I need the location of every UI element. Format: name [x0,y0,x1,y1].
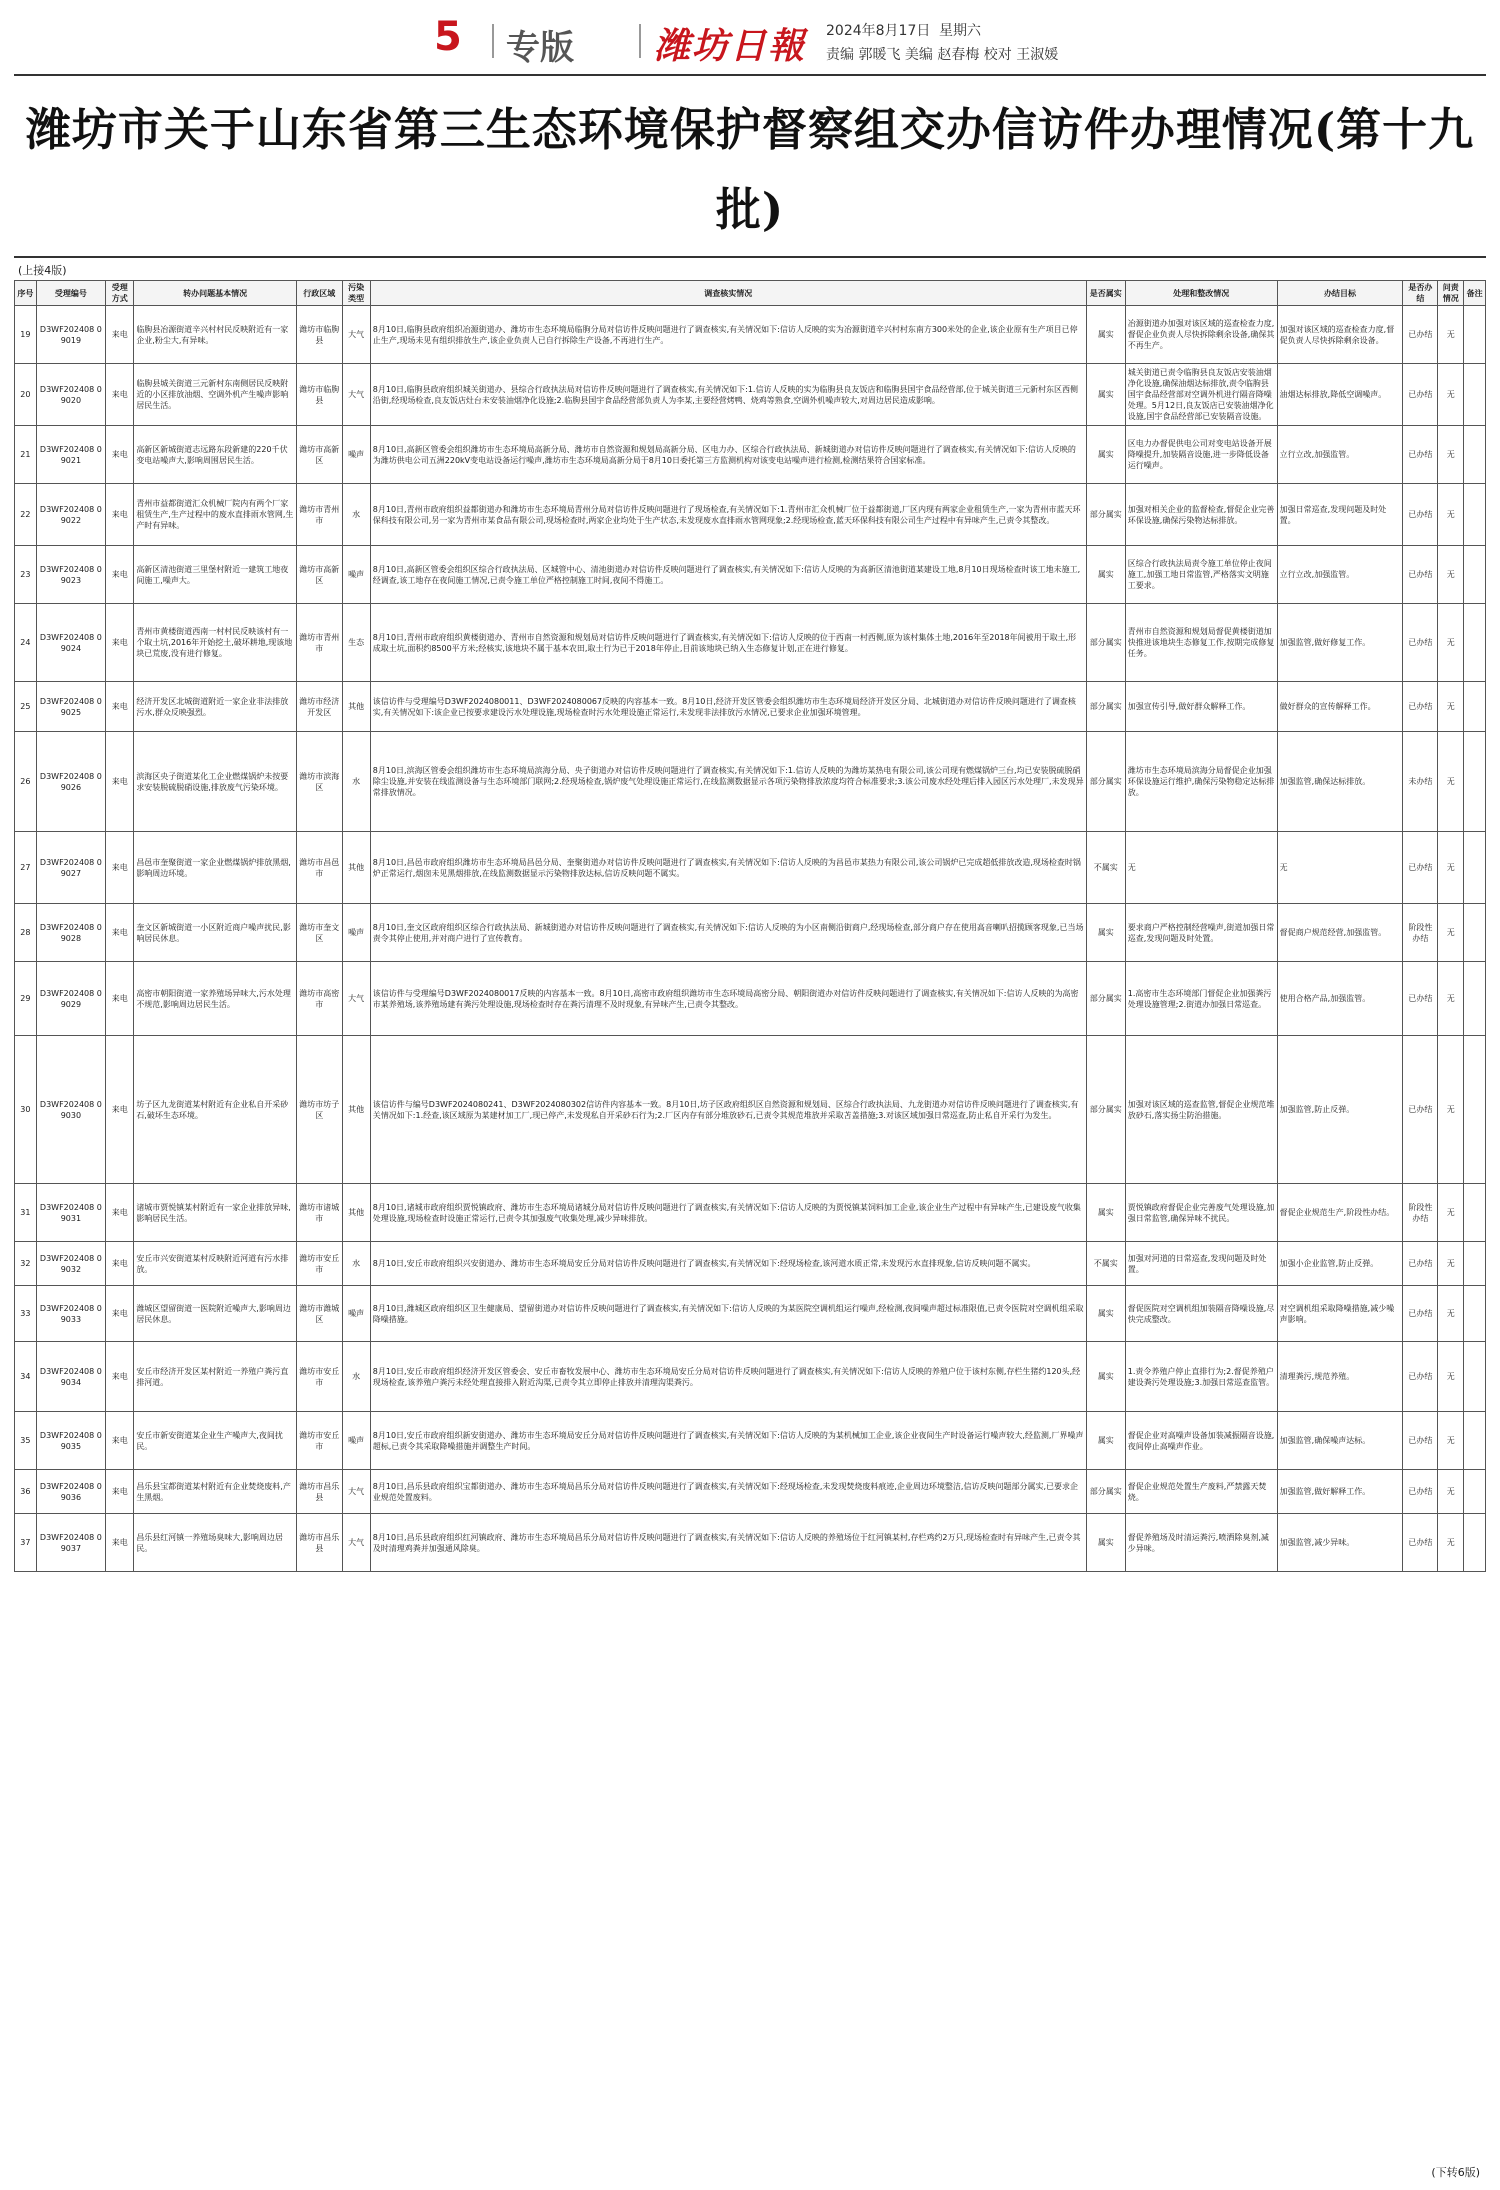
accountability: 无 [1438,1412,1464,1470]
completion-goal: 加强监管,做好修复工作。 [1277,604,1403,682]
receipt-method: 来电 [106,1342,134,1412]
verified-status: 部分属实 [1086,732,1125,832]
completion-goal: 加强日常巡查,发现问题及时处置。 [1277,484,1403,546]
accountability: 无 [1438,1286,1464,1342]
issue-description: 昌乐县宝都街道某村附近有企业焚烧废料,产生黑烟。 [134,1470,297,1514]
verified-status: 部分属实 [1086,682,1125,732]
completion-goal: 使用合格产品,加强监管。 [1277,962,1403,1036]
row-number: 27 [15,832,37,904]
verified-status: 部分属实 [1086,1036,1125,1184]
masthead-divider [492,24,494,58]
masthead [14,12,1486,76]
receipt-method: 来电 [106,546,134,604]
receipt-code: D3WF202408 09033 [36,1286,105,1342]
completion-status: 已办结 [1403,1514,1438,1572]
receipt-method: 来电 [106,904,134,962]
region-cell: 潍坊市昌邑市 [297,832,343,904]
receipt-method: 来电 [106,1036,134,1184]
issue-description: 青州市黄楼街道西南一村村民反映该村有一个取土坑,2016年开始挖土,破坏耕地,现该地块已荒废,没有进行修复。 [134,604,297,682]
column-header: 序号 [15,281,37,306]
completion-goal: 立行立改,加强监管。 [1277,546,1403,604]
issue-description: 高新区新城街道志远路东段新建的220千伏变电站噪声大,影响周围居民生活。 [134,426,297,484]
issue-description: 高密市朝阳街道一家养殖场异味大,污水处理不规范,影响周边居民生活。 [134,962,297,1036]
table-row [15,832,1486,904]
pollution-type: 大气 [342,962,370,1036]
accountability: 无 [1438,1036,1464,1184]
completion-status: 已办结 [1403,364,1438,426]
table-row [15,364,1486,426]
completion-goal: 加强小企业监管,防止反弹。 [1277,1242,1403,1286]
investigation-details: 8月10日,安丘市政府组织经济开发区管委会、安丘市畜牧发展中心、潍坊市生态环境局安丘分局对信访件反映问题进行了调查核实,有关情况如下:信访人反映的养殖户位于该村东侧,存栏生猪约120头,经现场检查,该养殖户粪污未经处理直接排入附近沟渠,已责令其立即停止排放并清理沟渠粪污。 [370,1342,1086,1412]
issue-description: 昌邑市奎聚街道一家企业燃煤锅炉排放黑烟,影响周边环境。 [134,832,297,904]
pollution-type: 水 [342,1342,370,1412]
newspaper-page [14,12,1486,2180]
table-row [15,1470,1486,1514]
accountability: 无 [1438,306,1464,364]
verified-status: 部分属实 [1086,604,1125,682]
row-number: 19 [15,306,37,364]
verified-status: 部分属实 [1086,962,1125,1036]
rectification-measures: 1.责令养殖户停止直排行为;2.督促养殖户建设粪污处理设施;3.加强日常巡查监管。 [1125,1342,1277,1412]
receipt-method: 来电 [106,832,134,904]
table-row [15,306,1486,364]
investigation-details: 8月10日,滨海区管委会组织潍坊市生态环境局滨海分局、央子街道办对信访件反映问题进行了调查核实,有关情况如下:1.信访人反映的为潍坊某热电有限公司,该公司现有燃煤锅炉三台,均已安装脱硫脱硝除尘设施,并安装在线监测设备与生态环境部门联网;2.经现场检查,锅炉废气处理设施正常运行,在线监测数据显示各项污染物排放浓度均符合标准要求;3.该公司废水经处理后排入园区污水处理厂,未发现异常排放情况。 [370,732,1086,832]
rectification-measures: 加强对河道的日常巡查,发现问题及时处置。 [1125,1242,1277,1286]
section-label: 专版 [506,28,574,68]
issue-description: 安丘市兴安街道某村反映附近河道有污水排放。 [134,1242,297,1286]
receipt-method: 来电 [106,1470,134,1514]
table-row [15,604,1486,682]
page-number: 5 [434,14,462,60]
rectification-measures: 督促医院对空调机组加装隔音降噪设施,尽快完成整改。 [1125,1286,1277,1342]
table-row [15,1242,1486,1286]
investigation-details: 该信访件与受理编号D3WF2024080017反映的内容基本一致。8月10日,高密市政府组织潍坊市生态环境局高密分局、朝阳街道办对信访件反映问题进行了调查核实,有关情况如下:信访人反映的为高密市某养殖场,该养殖场建有粪污处理设施,现场检查时存在粪污清理不及时现象,有异味产生,已责令其整改。 [370,962,1086,1036]
column-header: 备注 [1464,281,1486,306]
investigation-details: 8月10日,昌乐县政府组织红河镇政府、潍坊市生态环境局昌乐分局对信访件反映问题进行了调查核实,有关情况如下:信访人反映的养殖场位于红河镇某村,存栏鸡约2万只,现场检查时有异味产生,已责令其及时清理鸡粪并加强通风除臭。 [370,1514,1086,1572]
receipt-code: D3WF202408 09034 [36,1342,105,1412]
row-number: 25 [15,682,37,732]
issue-description: 安丘市新安街道某企业生产噪声大,夜间扰民。 [134,1412,297,1470]
accountability: 无 [1438,682,1464,732]
publication-date: 2024年8月17日 [826,23,931,39]
accountability: 无 [1438,1514,1464,1572]
receipt-code: D3WF202408 09028 [36,904,105,962]
investigation-details: 该信访件与编号D3WF2024080241、D3WF2024080302信访件内容基本一致。8月10日,坊子区政府组织区自然资源和规划局、区综合行政执法局、九龙街道办对信访件反映问题进行了调查核实,有关情况如下:1.经查,该区域原为某建材加工厂,现已停产,未发现私自开采砂石行为;2.厂区内存有部分堆放砂石,已责令其规范堆放并采取苫盖措施;3.对该区域加强日常巡查,防止私自开采行为发生。 [370,1036,1086,1184]
investigation-details: 该信访件与受理编号D3WF2024080011、D3WF2024080067反映的内容基本一致。8月10日,经济开发区管委会组织潍坊市生态环境局经济开发区分局、北城街道办对信访件反映问题进行了调查核实,有关情况如下:该企业已按要求建设污水处理设施,现场检查时污水处理设施正常运行,未发现非法排放污水情况,已要求企业加强环境管理。 [370,682,1086,732]
newspaper-logo: 潍坊日報 [654,25,807,67]
investigation-details: 8月10日,诸城市政府组织贾悦镇政府、潍坊市生态环境局诸城分局对信访件反映问题进行了调查核实,有关情况如下:信访人反映的为贾悦镇某饲料加工企业,该企业生产过程中有异味产生,已建设废气收集处理设施,现场检查时设施正常运行,已责令其加强废气收集处理,减少异味排放。 [370,1184,1086,1242]
remark-cell [1464,546,1486,604]
completion-goal: 加强监管,减少异味。 [1277,1514,1403,1572]
region-cell: 潍坊市诸城市 [297,1184,343,1242]
completion-status: 已办结 [1403,682,1438,732]
receipt-method: 来电 [106,364,134,426]
accountability: 无 [1438,364,1464,426]
receipt-method: 来电 [106,1286,134,1342]
region-cell: 潍坊市潍城区 [297,1286,343,1342]
issue-description: 奎文区新城街道一小区附近商户噪声扰民,影响居民休息。 [134,904,297,962]
column-header: 受理方式 [106,281,134,306]
region-cell: 潍坊市高新区 [297,546,343,604]
rectification-measures: 1.高密市生态环境部门督促企业加强粪污处理设施管理;2.街道办加强日常巡查。 [1125,962,1277,1036]
pollution-type: 大气 [342,1514,370,1572]
pollution-type: 噪声 [342,1286,370,1342]
investigation-details: 8月10日,青州市政府组织益都街道办和潍坊市生态环境局青州分局对信访件反映问题进行了现场检查,有关情况如下:1.青州市汇众机械厂位于益都街道,厂区内现有两家企业租赁生产,一家为青州市蓝天环保科技有限公司,另一家为青州市某食品有限公司,现场检查时,两家企业均处于生产状态,未发现废水直排雨水管网现象;2.经现场检查,蓝天环保科技有限公司生产过程中有异味产生,已责令其整改。 [370,484,1086,546]
table-row [15,732,1486,832]
investigation-details: 8月10日,临朐县政府组织冶源街道办、潍坊市生态环境局临朐分局对信访件反映问题进行了调查核实,有关情况如下:信访人反映的实为冶源街道辛兴村村东南方300米处的企业,该企业原有生产项目已停止生产,现场未见有组织排放生产,该企业负责人已自行拆除生产设备,不再进行生产。 [370,306,1086,364]
investigation-details: 8月10日,安丘市政府组织新安街道办、潍坊市生态环境局安丘分局对信访件反映问题进行了调查核实,有关情况如下:信访人反映的为某机械加工企业,该企业夜间生产时设备运行噪声较大,经监测,厂界噪声超标,已责令其采取降噪措施并调整生产时间。 [370,1412,1086,1470]
table-row [15,904,1486,962]
row-number: 30 [15,1036,37,1184]
completion-goal: 加强对该区域的巡查检查力度,督促负责人尽快拆除剩余设备。 [1277,306,1403,364]
receipt-code: D3WF202408 09032 [36,1242,105,1286]
investigation-details: 8月10日,奎文区政府组织区综合行政执法局、新城街道办对信访件反映问题进行了调查核实,有关情况如下:信访人反映的为小区南侧沿街商户,经现场检查,部分商户存在使用高音喇叭招揽顾客现象,已当场责令其停止使用,并对商户进行了宣传教育。 [370,904,1086,962]
remark-cell [1464,1184,1486,1242]
rectification-measures: 冶源街道办加强对该区域的巡查检查力度,督促企业负责人尽快拆除剩余设备,确保其不再生产。 [1125,306,1277,364]
row-number: 29 [15,962,37,1036]
table-header-row [15,281,1486,306]
receipt-method: 来电 [106,306,134,364]
investigation-details: 8月10日,昌邑市政府组织潍坊市生态环境局昌邑分局、奎聚街道办对信访件反映问题进行了调查核实,有关情况如下:信访人反映的为昌邑市某热力有限公司,该公司锅炉已完成超低排放改造,现场检查时锅炉正常运行,烟囱未见黑烟排放,在线监测数据显示污染物排放达标,信访反映问题不属实。 [370,832,1086,904]
completion-goal: 加强监管,确保噪声达标。 [1277,1412,1403,1470]
table-row [15,682,1486,732]
region-cell: 潍坊市青州市 [297,484,343,546]
investigation-details: 8月10日,高新区管委会组织潍坊市生态环境局高新分局、潍坊市自然资源和规划局高新分局、区电力办、区综合行政执法局、新城街道办对信访件反映问题进行了调查核实,有关情况如下:信访人反映的为潍坊供电公司五洲220kV变电站设备运行噪声,潍坊市生态环境局高新分局于8月10日委托第三方监测机构对该变电站噪声进行检测,检测结果符合国家标准。 [370,426,1086,484]
region-cell: 潍坊市临朐县 [297,364,343,426]
table-row [15,962,1486,1036]
publication-weekday: 星期六 [939,23,981,39]
issue-description: 高新区清池街道三里堡村附近一建筑工地夜间施工,噪声大。 [134,546,297,604]
completion-status: 已办结 [1403,962,1438,1036]
region-cell: 潍坊市安丘市 [297,1412,343,1470]
pollution-type: 噪声 [342,546,370,604]
accountability: 无 [1438,904,1464,962]
row-number: 32 [15,1242,37,1286]
verified-status: 属实 [1086,426,1125,484]
issue-description: 青州市益都街道汇众机械厂院内有两个厂家租赁生产,生产过程中的废水直排雨水管网,生产时有异味。 [134,484,297,546]
region-cell: 潍坊市昌乐县 [297,1514,343,1572]
receipt-method: 来电 [106,1412,134,1470]
region-cell: 潍坊市青州市 [297,604,343,682]
accountability: 无 [1438,732,1464,832]
verified-status: 属实 [1086,546,1125,604]
row-number: 26 [15,732,37,832]
pollution-type: 水 [342,1242,370,1286]
remark-cell [1464,682,1486,732]
receipt-method: 来电 [106,604,134,682]
receipt-method: 来电 [106,732,134,832]
issue-description: 潍城区望留街道一医院附近噪声大,影响周边居民休息。 [134,1286,297,1342]
table-row [15,1514,1486,1572]
receipt-method: 来电 [106,962,134,1036]
row-number: 31 [15,1184,37,1242]
remark-cell [1464,1412,1486,1470]
receipt-code: D3WF202408 09025 [36,682,105,732]
verified-status: 属实 [1086,1184,1125,1242]
remark-cell [1464,1514,1486,1572]
receipt-code: D3WF202408 09027 [36,832,105,904]
pollution-type: 其他 [342,682,370,732]
verified-status: 属实 [1086,1412,1125,1470]
pollution-type: 水 [342,484,370,546]
receipt-code: D3WF202408 09026 [36,732,105,832]
completion-goal: 对空调机组采取降噪措施,减少噪声影响。 [1277,1286,1403,1342]
remark-cell [1464,1342,1486,1412]
completion-goal: 清理粪污,规范养殖。 [1277,1342,1403,1412]
issue-description: 昌乐县红河镇一养殖场臭味大,影响周边居民。 [134,1514,297,1572]
pollution-type: 大气 [342,364,370,426]
issue-description: 诸城市贾悦镇某村附近有一家企业排放异味,影响居民生活。 [134,1184,297,1242]
investigation-details: 8月10日,临朐县政府组织城关街道办、县综合行政执法局对信访件反映问题进行了调查核实,有关情况如下:1.信访人反映的实为临朐县良友饭店和临朐县国宇食品经营部,位于城关街道三元新村东区西侧沿街,经现场检查,良友饭店灶台未安装油烟净化设施;2.临朐县国宇食品经营部负责人为李某,主要经营烤鸭、烧鸡等熟食,空调外机噪声较大,对周边居民造成影响。 [370,364,1086,426]
pollution-type: 其他 [342,1036,370,1184]
column-header: 处理和整改情况 [1125,281,1277,306]
verified-status: 属实 [1086,364,1125,426]
region-cell: 潍坊市临朐县 [297,306,343,364]
table-row [15,484,1486,546]
region-cell: 潍坊市坊子区 [297,1036,343,1184]
petition-table [14,280,1486,1572]
column-header: 行政区域 [297,281,343,306]
remark-cell [1464,1036,1486,1184]
completion-status: 已办结 [1403,1286,1438,1342]
rectification-measures: 督促企业对高噪声设备加装减振隔音设施,夜间停止高噪声作业。 [1125,1412,1277,1470]
accountability: 无 [1438,1470,1464,1514]
receipt-code: D3WF202408 09029 [36,962,105,1036]
column-header: 受理编号 [36,281,105,306]
row-number: 21 [15,426,37,484]
table-row [15,1412,1486,1470]
region-cell: 潍坊市经济开发区 [297,682,343,732]
row-number: 24 [15,604,37,682]
editor-credits: 责编 郭暖飞 美编 赵春梅 校对 王淑媛 [826,47,1059,63]
column-header: 问责情况 [1438,281,1464,306]
remark-cell [1464,364,1486,426]
accountability: 无 [1438,1184,1464,1242]
remark-cell [1464,1470,1486,1514]
completion-goal: 油烟达标排放,降低空调噪声。 [1277,364,1403,426]
receipt-code: D3WF202408 09037 [36,1514,105,1572]
rectification-measures: 督促企业规范处置生产废料,严禁露天焚烧。 [1125,1470,1277,1514]
rectification-measures: 要求商户严格控制经营噪声,街道加强日常巡查,发现问题及时处置。 [1125,904,1277,962]
verified-status: 不属实 [1086,1242,1125,1286]
region-cell: 潍坊市滨海区 [297,732,343,832]
pollution-type: 水 [342,732,370,832]
rectification-measures: 加强对相关企业的监督检查,督促企业完善环保设施,确保污染物达标排放。 [1125,484,1277,546]
completion-goal: 加强监管,做好解释工作。 [1277,1470,1403,1514]
accountability: 无 [1438,1342,1464,1412]
row-number: 34 [15,1342,37,1412]
completion-status: 已办结 [1403,832,1438,904]
row-number: 37 [15,1514,37,1572]
completion-goal: 做好群众的宣传解释工作。 [1277,682,1403,732]
verified-status: 属实 [1086,904,1125,962]
investigation-details: 8月10日,青州市政府组织黄楼街道办、青州市自然资源和规划局对信访件反映问题进行了调查核实,有关情况如下:信访人反映的位于西南一村西侧,原为该村集体土地,2016年至2018年间被用于取土,形成取土坑,面积约8500平方米;经核实,该地块不属于基本农田,取土行为已于2018年停止,目前该地块已纳入生态修复计划,正在进行修复。 [370,604,1086,682]
column-header: 调查核实情况 [370,281,1086,306]
verified-status: 属实 [1086,306,1125,364]
completion-status: 已办结 [1403,1470,1438,1514]
completion-status: 已办结 [1403,1036,1438,1184]
rectification-measures: 潍坊市生态环境局滨海分局督促企业加强环保设施运行维护,确保污染物稳定达标排放。 [1125,732,1277,832]
page-title: 潍坊市关于山东省第三生态环境保护督察组交办信访件办理情况(第十九批) [25,103,1475,236]
row-number: 20 [15,364,37,426]
remark-cell [1464,962,1486,1036]
row-number: 28 [15,904,37,962]
accountability: 无 [1438,604,1464,682]
investigation-details: 8月10日,安丘市政府组织兴安街道办、潍坊市生态环境局安丘分局对信访件反映问题进行了调查核实,有关情况如下:经现场检查,该河道水质正常,未发现污水直排现象,信访反映问题不属实。 [370,1242,1086,1286]
continued-to-note: (下转6版) [1431,2166,1480,2179]
table-row [15,1286,1486,1342]
completion-status: 已办结 [1403,1242,1438,1286]
verified-status: 属实 [1086,1514,1125,1572]
investigation-details: 8月10日,高新区管委会组织区综合行政执法局、区城管中心、清池街道办对信访件反映问题进行了调查核实,有关情况如下:信访人反映的为高新区清池街道某建设工地,8月10日现场检查时该工地未施工,经调查,该工地存在夜间施工情况,已责令施工单位严格控制施工时间,夜间不得施工。 [370,546,1086,604]
table-row [15,426,1486,484]
masthead-divider [639,24,641,58]
issue-description: 滨海区央子街道某化工企业燃煤锅炉未按要求安装脱硫脱硝设施,排放废气污染环境。 [134,732,297,832]
remark-cell [1464,732,1486,832]
completion-status: 未办结 [1403,732,1438,832]
region-cell: 潍坊市高新区 [297,426,343,484]
receipt-method: 来电 [106,1242,134,1286]
investigation-details: 8月10日,昌乐县政府组织宝都街道办、潍坊市生态环境局昌乐分局对信访件反映问题进行了调查核实,有关情况如下:经现场检查,未发现焚烧废料痕迹,企业周边环境整洁,信访反映问题部分属实,已要求企业规范处置废料。 [370,1470,1086,1514]
receipt-method: 来电 [106,1514,134,1572]
completion-goal: 督促商户规范经营,加强监管。 [1277,904,1403,962]
column-header: 污染类型 [342,281,370,306]
pollution-type: 大气 [342,306,370,364]
verified-status: 部分属实 [1086,484,1125,546]
remark-cell [1464,832,1486,904]
row-number: 22 [15,484,37,546]
rectification-measures: 区电力办督促供电公司对变电站设备开展降噪提升,加装隔音设施,进一步降低设备运行噪声。 [1125,426,1277,484]
completion-status: 已办结 [1403,426,1438,484]
investigation-details: 8月10日,潍城区政府组织区卫生健康局、望留街道办对信访件反映问题进行了调查核实,有关情况如下:信访人反映的为某医院空调机组运行噪声,经检测,夜间噪声超过标准限值,已责令医院对空调机组采取降噪措施。 [370,1286,1086,1342]
issue-description: 临朐县冶源街道辛兴村村民反映附近有一家企业,粉尘大,有异味。 [134,306,297,364]
remark-cell [1464,484,1486,546]
column-header: 是否办结 [1403,281,1438,306]
completion-status: 阶段性办结 [1403,904,1438,962]
verified-status: 不属实 [1086,832,1125,904]
row-number: 36 [15,1470,37,1514]
pollution-type: 噪声 [342,1412,370,1470]
rectification-measures: 青州市自然资源和规划局督促黄楼街道加快推进该地块生态修复工作,按期完成修复任务。 [1125,604,1277,682]
completion-status: 已办结 [1403,1342,1438,1412]
accountability: 无 [1438,1242,1464,1286]
region-cell: 潍坊市奎文区 [297,904,343,962]
accountability: 无 [1438,962,1464,1036]
receipt-method: 来电 [106,1184,134,1242]
completion-goal: 加强监管,确保达标排放。 [1277,732,1403,832]
remark-cell [1464,904,1486,962]
verified-status: 部分属实 [1086,1470,1125,1514]
table-row [15,1342,1486,1412]
receipt-code: D3WF202408 09022 [36,484,105,546]
column-header: 办结目标 [1277,281,1403,306]
completion-status: 已办结 [1403,306,1438,364]
pollution-type: 噪声 [342,426,370,484]
row-number: 33 [15,1286,37,1342]
accountability: 无 [1438,484,1464,546]
rectification-measures: 贾悦镇政府督促企业完善废气处理设施,加强日常监管,确保异味不扰民。 [1125,1184,1277,1242]
pollution-type: 其他 [342,1184,370,1242]
completion-status: 已办结 [1403,546,1438,604]
completion-status: 已办结 [1403,484,1438,546]
completion-goal: 加强监管,防止反弹。 [1277,1036,1403,1184]
receipt-code: D3WF202408 09020 [36,364,105,426]
rectification-measures: 无 [1125,832,1277,904]
issue-description: 安丘市经济开发区某村附近一养殖户粪污直排河道。 [134,1342,297,1412]
receipt-code: D3WF202408 09030 [36,1036,105,1184]
completion-goal: 督促企业规范生产,阶段性办结。 [1277,1184,1403,1242]
rectification-measures: 加强对该区域的巡查监管,督促企业规范堆放砂石,落实扬尘防治措施。 [1125,1036,1277,1184]
rectification-measures: 区综合行政执法局责令施工单位停止夜间施工,加强工地日常监管,严格落实文明施工要求。 [1125,546,1277,604]
completion-status: 已办结 [1403,604,1438,682]
verified-status: 属实 [1086,1342,1125,1412]
table-row [15,546,1486,604]
table-row [15,1036,1486,1184]
rectification-measures: 督促养殖场及时清运粪污,喷洒除臭剂,减少异味。 [1125,1514,1277,1572]
remark-cell [1464,604,1486,682]
rectification-measures: 城关街道已责令临朐县良友饭店安装油烟净化设施,确保油烟达标排放,责令临朐县国宇食品经营部对空调外机进行隔音降噪处理。5月12日,良友饭店已安装油烟净化设施,国宇食品经营部已安装隔音设施。 [1125,364,1277,426]
receipt-code: D3WF202408 09021 [36,426,105,484]
receipt-method: 来电 [106,426,134,484]
receipt-code: D3WF202408 09031 [36,1184,105,1242]
pollution-type: 大气 [342,1470,370,1514]
region-cell: 潍坊市安丘市 [297,1342,343,1412]
region-cell: 潍坊市昌乐县 [297,1470,343,1514]
row-number: 23 [15,546,37,604]
receipt-code: D3WF202408 09036 [36,1470,105,1514]
completion-goal: 无 [1277,832,1403,904]
receipt-code: D3WF202408 09019 [36,306,105,364]
receipt-method: 来电 [106,682,134,732]
issue-description: 坊子区九龙街道某村附近有企业私自开采砂石,破坏生态环境。 [134,1036,297,1184]
receipt-code: D3WF202408 09035 [36,1412,105,1470]
column-header: 是否属实 [1086,281,1125,306]
continued-from-note: (上接4版) [18,264,67,277]
accountability: 无 [1438,832,1464,904]
pollution-type: 生态 [342,604,370,682]
receipt-code: D3WF202408 09023 [36,546,105,604]
issue-description: 临朐县城关街道三元新村东南侧居民反映附近的小区排放油烟、空调外机产生噪声影响居民生活。 [134,364,297,426]
region-cell: 潍坊市安丘市 [297,1242,343,1286]
remark-cell [1464,306,1486,364]
table-row [15,1184,1486,1242]
title-rule [14,256,1486,258]
column-header: 转办问题基本情况 [134,281,297,306]
receipt-method: 来电 [106,484,134,546]
accountability: 无 [1438,426,1464,484]
pollution-type: 噪声 [342,904,370,962]
completion-status: 阶段性办结 [1403,1184,1438,1242]
rectification-measures: 加强宣传引导,做好群众解释工作。 [1125,682,1277,732]
remark-cell [1464,1242,1486,1286]
verified-status: 属实 [1086,1286,1125,1342]
pollution-type: 其他 [342,832,370,904]
accountability: 无 [1438,546,1464,604]
completion-goal: 立行立改,加强监管。 [1277,426,1403,484]
issue-description: 经济开发区北城街道附近一家企业非法排放污水,群众反映强烈。 [134,682,297,732]
receipt-code: D3WF202408 09024 [36,604,105,682]
row-number: 35 [15,1412,37,1470]
remark-cell [1464,1286,1486,1342]
completion-status: 已办结 [1403,1412,1438,1470]
remark-cell [1464,426,1486,484]
region-cell: 潍坊市高密市 [297,962,343,1036]
